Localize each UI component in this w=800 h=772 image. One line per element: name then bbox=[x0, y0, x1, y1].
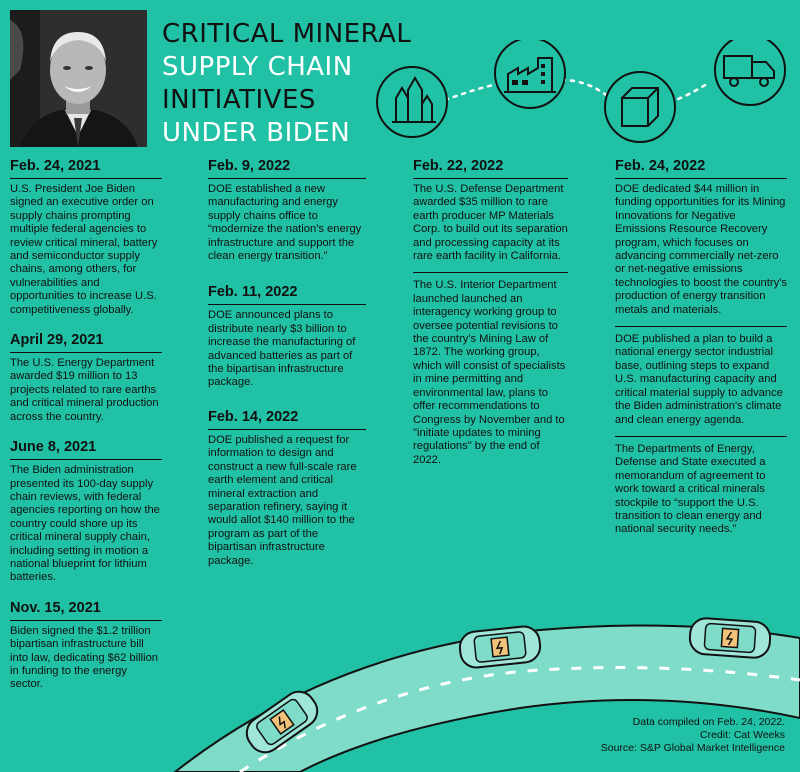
entry-text: The Biden administration presented its 100-day supply chain reviews, with federal agencies reporting on how the country could shore up its critical mineral supply chain, including setting in motion a national blueprint for lithium batteries. bbox=[10, 464, 160, 584]
credits bbox=[601, 716, 785, 755]
timeline-column-3 bbox=[413, 157, 568, 481]
timeline-entry bbox=[10, 331, 162, 424]
timeline-entry bbox=[208, 157, 366, 263]
entry-date: June 8, 2021 bbox=[10, 438, 162, 460]
timeline-entry bbox=[208, 283, 366, 389]
timeline-entry bbox=[615, 157, 787, 537]
entry-text: DOE published a plan to build a national energy sector industrial base, outlining steps to expand U.S. manufacturing capacity and critical material supply to advance the Biden administration's climate and clean energy agenda. bbox=[615, 333, 783, 426]
entry-text: DOE dedicated $44 million in funding opportunities for its Mining Innovations for Negative Emissions Resource Recovery program, which focuses on advancing commercially net-zero or net-negative emissions technologies to boost the country's production of energy transition metals and materials. bbox=[615, 183, 787, 316]
title-line-4: UNDER BIDEN bbox=[162, 118, 351, 148]
entry-date: Feb. 11, 2022 bbox=[208, 283, 366, 305]
portrait-image bbox=[10, 10, 147, 147]
entry-text: DOE published a request for information to design and construct a new full-scale rare earth element and critical mineral extraction and separation refinery, saying it would allot $140 million to the program as part of the bipartisan infrastructure package. bbox=[208, 433, 357, 567]
entry-date: April 29, 2021 bbox=[10, 331, 162, 353]
timeline-column-2 bbox=[208, 157, 366, 582]
entry-text: U.S. President Joe Biden signed an executive order on supply chains prompting multiple federal agencies to review critical mineral, battery and semiconductor supply chains, among others, for vulnerabilities and opportunities to increase U.S. competitiveness globally. bbox=[10, 183, 158, 316]
entry-date: Feb. 24, 2022 bbox=[615, 157, 787, 179]
title-line-2: SUPPLY CHAIN bbox=[162, 52, 353, 82]
entry-text: The U.S. Defense Department awarded $35 million to rare earth producer MP Materials Corp. to build out its separation and processing capacity at its rare earth facility in California. bbox=[413, 183, 568, 263]
entry-text: DOE announced plans to distribute nearly $3 billion to increase the manufacturing of advanced batteries as part of the bipartisan infrastructure package. bbox=[208, 309, 356, 389]
entry-date: Feb. 22, 2022 bbox=[413, 157, 568, 179]
truck-icon bbox=[715, 40, 785, 105]
data-compiled-note: Data compiled on Feb. 24, 2022. bbox=[632, 716, 785, 728]
timeline-entry bbox=[10, 157, 162, 317]
timeline-entry bbox=[10, 438, 162, 585]
entry-date: Feb. 24, 2021 bbox=[10, 157, 162, 179]
source-line: Source: S&P Global Market Intelligence bbox=[600, 742, 785, 754]
entry-text: The U.S. Interior Department launched launched an interagency working group to oversee potential revisions to the country's Mining Law of 1872. The working group, which will consist of specialists in mine permitting and environmental law, plans to offer recommendations to Congress by November and to "initiate updates to mining regulations" by the end of 2022. bbox=[413, 279, 566, 466]
crystals-icon bbox=[377, 67, 447, 137]
divider bbox=[413, 272, 568, 273]
timeline-column-4 bbox=[615, 157, 787, 551]
divider bbox=[615, 326, 787, 327]
battery-car-icon bbox=[458, 625, 541, 669]
president-portrait bbox=[10, 10, 147, 147]
supply-chain-icons bbox=[370, 40, 800, 150]
entry-date: Nov. 15, 2021 bbox=[10, 599, 162, 621]
title-line-1: CRITICAL MINERAL bbox=[162, 19, 412, 49]
entry-date: Feb. 14, 2022 bbox=[208, 408, 366, 430]
cube-icon bbox=[605, 72, 675, 142]
timeline-entry bbox=[413, 157, 568, 467]
entry-date: Feb. 9, 2022 bbox=[208, 157, 366, 179]
title-line-3: INITIATIVES bbox=[162, 85, 316, 115]
timeline-entry bbox=[208, 408, 366, 568]
divider bbox=[615, 436, 787, 437]
factory-icon bbox=[495, 40, 565, 108]
entry-text: DOE established a new manufacturing and energy supply chains office to “modernize the nation's energy infrastructure and support the clean energy transition.” bbox=[208, 183, 362, 263]
credit-line: Credit: Cat Weeks bbox=[700, 729, 785, 741]
battery-car-icon bbox=[689, 617, 771, 658]
entry-text: Biden signed the $1.2 trillion bipartisan infrastructure bill into law, dedicating $62 billion in funding to the energy sector. bbox=[10, 624, 159, 691]
entry-text: The U.S. Energy Department awarded $19 million to 13 projects related to rare earths and critical mineral production across the country. bbox=[10, 357, 159, 423]
entry-text: The Departments of Energy, Defense and State executed a memorandum of agreement to work toward a critical minerals stockpile to “support the U.S. transition to clean energy and national security needs.” bbox=[615, 442, 766, 536]
